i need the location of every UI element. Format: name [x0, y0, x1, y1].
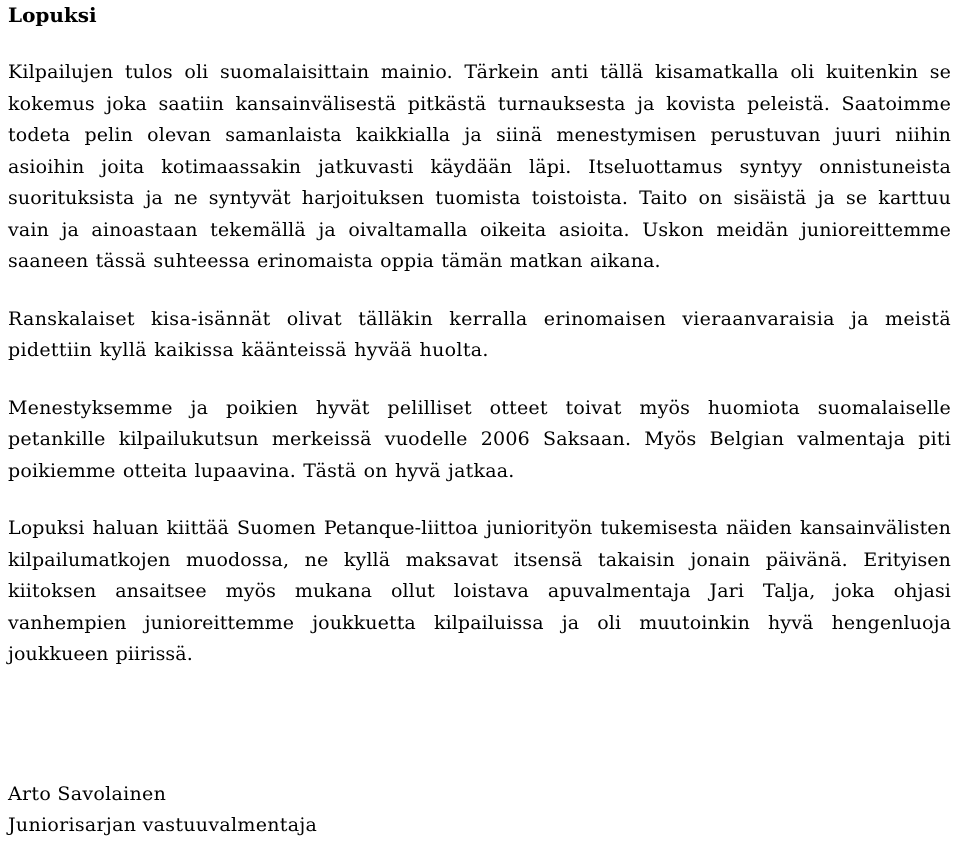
signature-title: Juniorisarjan vastuuvalmentaja [8, 814, 318, 836]
paragraph-results: Kilpailujen tulos oli suomalaisittain mainio. Tärkein anti tällä kisamatkalla oli kuitenkin se kokemus joka saatiin kansainvälisestä pitkästä turnauksesta ja kovista peleistä. Saatoimme todeta pelin olevan samanlaista kaikkialla ja siinä menestymisen perustuvan juuri niihin asioihin joita kotimaassakin jatkuvasti käydään läpi. Itseluottamus syntyy onnistuneista suorituksista ja ne syntyvät harjoituksen tuomista toistoista. Taito on sisäistä ja se karttuu vain ja ainoastaan tekemällä ja oivaltamalla oikeita asioita. Uskon meidän junioreittemme saaneen tässä suhteessa erinomaista oppia tämän matkan aikana. [8, 61, 951, 272]
paragraph-success: Menestyksemme ja poikien hyvät pelilliset otteet toivat myös huomiota suomalaiselle petankille kilpailukutsun merkeissä vuodelle 2006 Saksaan. Myös Belgian valmentaja piti poikiemme otteita lupaavina. Tästä on hyvä jatkaa. [8, 396, 951, 482]
section-heading: Lopuksi [8, 3, 97, 27]
signature-block [8, 779, 317, 841]
paragraph-thanks: Lopuksi haluan kiittää Suomen Petanque-liittoa juniorityön tukemisesta näiden kansainvälisten kilpailumatkojen muodossa, ne kyllä maksavat itsensä takaisin jonain päivänä. Erityisen kiitoksen ansaitsee myös mukana ollut loistava apuvalmentaja Jari Talja, joka ohjasi vanhempien junioreittemme joukkuetta kilpailuissa ja oli muutoinkin hyvä hengenluoja joukkueen piirissä. [8, 517, 951, 665]
paragraph-hosts: Ranskalaiset kisa-isännät olivat tälläkin kerralla erinomaisen vieraanvaraisia ja meistä pidettiin kyllä kaikissa käänteissä hyvää huolta. [8, 307, 951, 361]
signature-name: Arto Savolainen [8, 783, 167, 805]
